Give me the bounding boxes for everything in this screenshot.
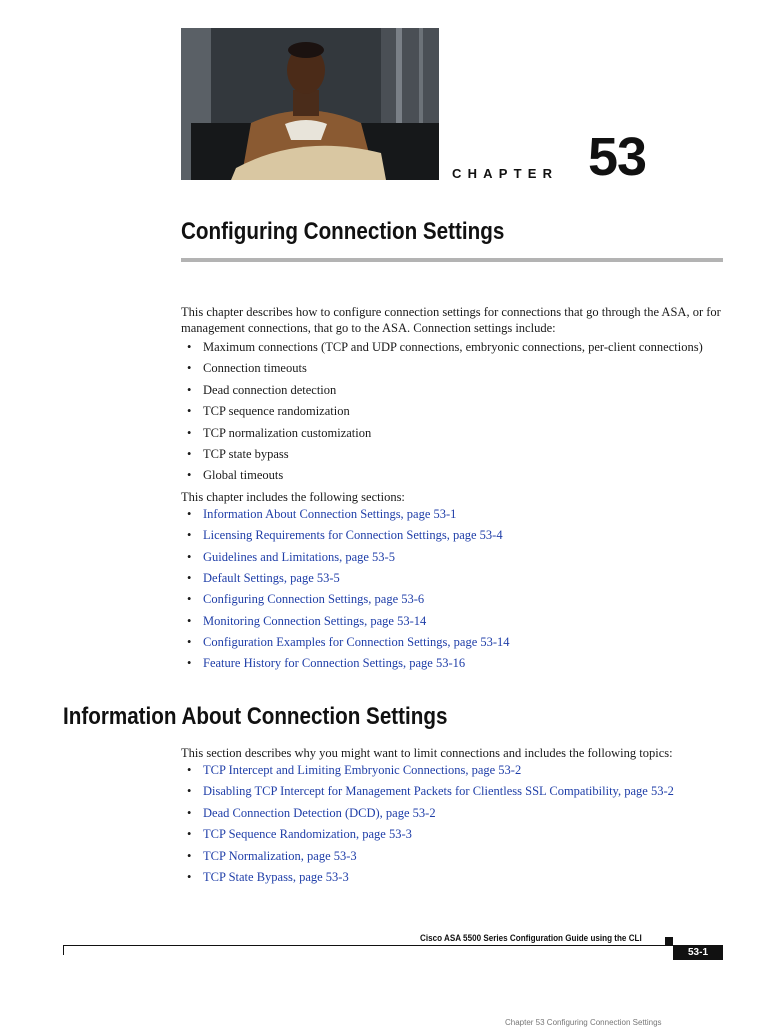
topic-link[interactable]: TCP State Bypass, page 53-3 (203, 869, 349, 884)
section-link-item[interactable] (181, 568, 726, 589)
section-link-item[interactable] (181, 504, 726, 525)
section-link[interactable]: Configuring Connection Settings, page 53-6 (203, 592, 425, 607)
section-link[interactable]: Configuration Examples for Connection Settings, page 53-14 (203, 635, 510, 650)
bullet-icon: • (187, 468, 192, 483)
topic-link-item[interactable] (181, 803, 726, 824)
topic-link-item[interactable] (181, 781, 726, 802)
list-item: • Dead connection detection (181, 380, 726, 401)
topic-link-item[interactable] (181, 760, 726, 781)
bullet-icon: • (187, 506, 192, 521)
list-item: • TCP sequence randomization (181, 401, 726, 422)
section-link[interactable]: Information About Connection Settings, page 53-1 (203, 506, 457, 521)
page-number: 53-1 (673, 946, 723, 960)
section-link[interactable]: Licensing Requirements for Connection Settings, page 53-4 (203, 528, 503, 543)
bullet-icon: • (187, 425, 192, 440)
section-link[interactable]: Monitoring Connection Settings, page 53-14 (203, 613, 427, 628)
list-item: • Global timeouts (181, 465, 726, 486)
list-item: • TCP state bypass (181, 444, 726, 465)
topic-link-item[interactable] (181, 867, 726, 888)
list-item: • Connection timeouts (181, 358, 726, 379)
topic-link[interactable]: TCP Normalization, page 53-3 (203, 848, 357, 863)
topic-link-item[interactable] (181, 824, 726, 845)
bullet-icon: • (187, 340, 192, 354)
bullet-icon: • (187, 635, 192, 650)
intro-block (181, 304, 726, 675)
chapter-title: Configuring Connection Settings (181, 218, 505, 245)
bullet-icon: • (187, 827, 192, 842)
section-link[interactable]: Default Settings, page 53-5 (203, 570, 340, 585)
list-item: • TCP normalization customization (181, 423, 726, 444)
bullet-icon: • (187, 549, 192, 564)
footer-marker (665, 937, 673, 945)
topic-link[interactable]: Disabling TCP Intercept for Management Packets for Clientless SSL Compatibility, page 53-2 (203, 784, 674, 799)
bullet-icon: • (187, 446, 192, 461)
section-heading: Information About Connection Settings (63, 703, 448, 730)
bullet-icon: • (187, 570, 192, 585)
topic-link[interactable]: TCP Intercept and Limiting Embryonic Connections, page 53-2 (203, 763, 522, 777)
bullet-icon: • (187, 382, 192, 397)
section-link-item[interactable] (181, 653, 726, 674)
bullet-icon: • (187, 869, 192, 884)
topics-list (181, 760, 726, 888)
section-link-item[interactable] (181, 547, 726, 568)
section-link-item[interactable] (181, 632, 726, 653)
sections-list (181, 504, 726, 675)
topic-link[interactable]: TCP Sequence Randomization, page 53-3 (203, 827, 412, 842)
section-link[interactable]: Feature History for Connection Settings, page 53-16 (203, 656, 466, 671)
bullet-icon: • (187, 656, 192, 671)
footer-rule (63, 945, 723, 946)
footer-tick (63, 945, 64, 955)
title-rule (181, 258, 723, 262)
settings-list (181, 337, 726, 487)
chapter-label: CHAPTER (452, 166, 559, 181)
list-item: • Maximum connections (TCP and UDP connections, embryonic connections, per-client connections) (181, 337, 726, 358)
footer-guide-title: Cisco ASA 5500 Series Configuration Guide using the CLI (420, 933, 642, 943)
sections-intro: This chapter includes the following sections: (181, 489, 405, 504)
bullet-icon: • (187, 805, 192, 820)
next-page-header: Chapter 53 Configuring Connection Settings (505, 1018, 662, 1027)
bullet-icon: • (187, 848, 192, 863)
topic-link[interactable]: Dead Connection Detection (DCD), page 53-2 (203, 805, 436, 820)
section-link-item[interactable] (181, 589, 726, 610)
bullet-icon: • (187, 784, 192, 799)
topic-link-item[interactable] (181, 846, 726, 867)
chapter-number: 53 (588, 127, 647, 187)
bullet-icon: • (187, 528, 192, 543)
bullet-icon: • (187, 613, 192, 628)
chapter-photo (181, 28, 439, 180)
intro-paragraph: This chapter describes how to configure connection settings for connections that go through the ASA, or for management connections, that go to the ASA. Connection settings include: (181, 305, 721, 335)
bullet-icon: • (187, 361, 192, 376)
section-link[interactable]: Guidelines and Limitations, page 53-5 (203, 549, 395, 564)
bullet-icon: • (187, 763, 192, 777)
bullet-icon: • (187, 404, 192, 419)
bullet-icon: • (187, 592, 192, 607)
info-block (181, 745, 726, 888)
info-paragraph: This section describes why you might want to limit connections and includes the following topics: (181, 746, 673, 760)
section-link-item[interactable] (181, 525, 726, 546)
section-link-item[interactable] (181, 611, 726, 632)
